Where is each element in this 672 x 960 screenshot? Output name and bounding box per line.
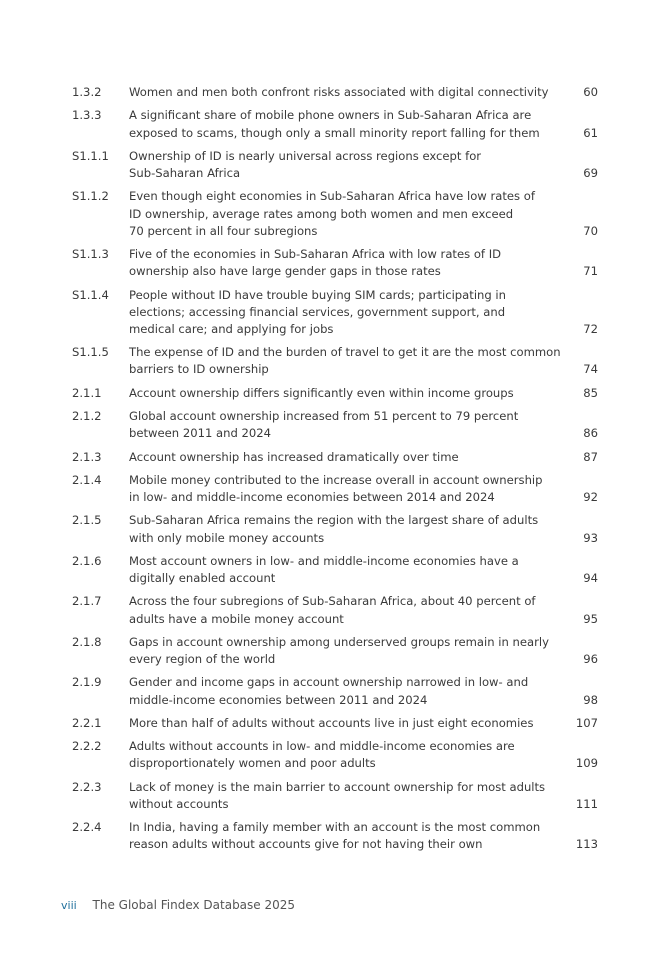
page-number: 98	[583, 692, 598, 707]
figure-title-line: without accounts	[129, 796, 229, 811]
figure-title-line: People without ID have trouble buying SIM cards; participating in	[129, 287, 507, 302]
figure-number: S1.1.2	[72, 189, 109, 204]
toc-entry[interactable]	[72, 408, 598, 442]
figure-title-line: Lack of money is the main barrier to account ownership for most adults	[129, 779, 546, 794]
page-number: 96	[583, 652, 598, 666]
page-number: 109	[575, 756, 598, 771]
figure-title-line: Women and men both confront risks associated with digital connectivity	[129, 85, 549, 99]
page-number: 74	[583, 362, 598, 377]
page-number: 61	[583, 125, 598, 140]
toc-entry[interactable]	[72, 148, 598, 182]
page-number: 86	[583, 426, 598, 441]
figure-title-line: elections; accessing financial services, government support, and	[129, 304, 506, 319]
figure-title-line: Five of the economies in Sub-Saharan Africa with low rates of ID	[129, 247, 502, 261]
figure-title-line: exposed to scams, though only a small minority report falling for them	[129, 125, 540, 140]
figure-title-line: A significant share of mobile phone owners in Sub-Saharan Africa are	[129, 108, 532, 123]
figure-title	[129, 472, 569, 506]
toc-entry[interactable]	[72, 107, 598, 141]
figure-title	[129, 385, 569, 402]
figure-title-line: Gender and income gaps in account ownership narrowed in low- and	[129, 675, 529, 690]
figure-title-line: 70 percent in all four subregions	[129, 223, 318, 238]
figure-title	[129, 779, 569, 813]
figure-title-line: Account ownership differs significantly even within income groups	[129, 385, 514, 400]
page-number: 71	[583, 264, 598, 279]
figure-title	[129, 715, 569, 732]
toc-entry[interactable]	[72, 472, 598, 506]
toc-entry[interactable]	[72, 738, 598, 772]
figure-number: S1.1.5	[72, 345, 109, 360]
figure-number: 2.1.9	[72, 675, 102, 690]
toc-entry[interactable]	[72, 674, 598, 708]
table-of-contents-figures	[72, 84, 598, 860]
toc-entry[interactable]	[72, 344, 598, 378]
figure-title-line: every region of the world	[129, 652, 276, 666]
figure-number: 2.1.2	[72, 409, 102, 423]
figure-title-line: adults have a mobile money account	[129, 611, 344, 626]
figure-number: 2.1.3	[72, 449, 102, 464]
figure-title	[129, 408, 569, 442]
toc-entry[interactable]	[72, 634, 598, 668]
page-number: 70	[583, 223, 598, 238]
toc-entry[interactable]	[72, 779, 598, 813]
figure-number: 1.3.2	[72, 85, 102, 99]
figure-title	[129, 449, 569, 466]
figure-title-line: Most account owners in low- and middle-income economies have a	[129, 553, 519, 568]
figure-title-line: ownership also have large gender gaps in those rates	[129, 264, 441, 279]
figure-title	[129, 738, 569, 772]
toc-entry[interactable]	[72, 553, 598, 587]
figure-title	[129, 84, 569, 101]
toc-entry[interactable]	[72, 385, 598, 402]
page-number: 72	[583, 321, 598, 336]
figure-title-line: with only mobile money accounts	[129, 530, 325, 545]
figure-title	[129, 188, 569, 240]
figure-number: 2.2.1	[72, 715, 102, 730]
figure-title	[129, 674, 569, 708]
figure-number: 2.1.1	[72, 385, 102, 400]
figure-title-line: Across the four subregions of Sub-Saharan Africa, about 40 percent of	[129, 594, 536, 609]
toc-entry[interactable]	[72, 188, 598, 240]
figure-number: 2.1.5	[72, 513, 102, 528]
figure-number: 1.3.3	[72, 108, 102, 123]
page-number: 94	[583, 571, 598, 585]
figure-title	[129, 512, 569, 546]
figure-title	[129, 553, 569, 587]
figure-title	[129, 107, 569, 141]
toc-entry[interactable]	[72, 512, 598, 546]
figure-title-line: In India, having a family member with an account is the most common	[129, 820, 541, 835]
figure-title-line: between 2011 and 2024	[129, 426, 272, 441]
figure-title-line: More than half of adults without accounts live in just eight economies	[129, 715, 534, 730]
figure-title	[129, 819, 569, 853]
figure-title-line: Account ownership has increased dramatically over time	[129, 449, 459, 464]
figure-number: S1.1.4	[72, 287, 109, 302]
figure-title	[129, 593, 569, 627]
toc-entry[interactable]	[72, 449, 598, 466]
figure-title-line: Adults without accounts in low- and middle-income economies are	[129, 739, 515, 754]
toc-entry[interactable]	[72, 84, 598, 101]
page-number: 69	[583, 166, 598, 180]
figure-title-line: Sub-Saharan Africa	[129, 166, 241, 180]
page-number: 60	[583, 85, 598, 99]
figure-number: S1.1.1	[72, 148, 109, 163]
toc-entry[interactable]	[72, 246, 598, 280]
figure-title-line: medical care; and applying for jobs	[129, 321, 334, 336]
figure-title-line: barriers to ID ownership	[129, 362, 269, 377]
toc-entry[interactable]	[72, 287, 598, 339]
figure-title	[129, 634, 569, 668]
figure-number: 2.1.7	[72, 594, 102, 609]
figure-title	[129, 287, 569, 339]
page-number: 113	[575, 837, 598, 852]
figure-title-line: Mobile money contributed to the increase overall in account ownership	[129, 472, 543, 487]
figure-title	[129, 148, 569, 182]
page-number: 87	[583, 449, 598, 464]
page-number: 95	[583, 611, 598, 626]
page-number: 92	[583, 490, 598, 504]
figure-title-line: The expense of ID and the burden of travel to get it are the most common	[129, 345, 561, 360]
figure-number: 2.2.2	[72, 739, 102, 754]
figure-title	[129, 246, 569, 280]
toc-entry[interactable]	[72, 593, 598, 627]
page-number: 107	[575, 715, 598, 730]
page-footer	[61, 897, 295, 914]
publication-title: The Global Findex Database 2025	[92, 898, 296, 912]
toc-entry[interactable]	[72, 819, 598, 853]
figure-number: 2.1.8	[72, 634, 102, 649]
figure-title-line: Sub-Saharan Africa remains the region with the largest share of adults	[129, 513, 539, 528]
page-number: 111	[575, 796, 598, 811]
page-folio: viii	[61, 899, 77, 912]
figure-title-line: Global account ownership increased from 51 percent to 79 percent	[129, 409, 519, 423]
figure-number: 2.2.4	[72, 820, 102, 835]
figure-title-line: Even though eight economies in Sub-Saharan Africa have low rates of	[129, 189, 535, 204]
figure-title-line: Ownership of ID is nearly universal across regions except for	[129, 148, 482, 163]
figure-title-line: Gaps in account ownership among underserved groups remain in nearly	[129, 634, 549, 649]
figure-number: S1.1.3	[72, 247, 109, 261]
figure-title-line: reason adults without accounts give for not having their own	[129, 837, 483, 852]
figure-title-line: ID ownership, average rates among both women and men exceed	[129, 206, 514, 221]
figure-title-line: in low- and middle-income economies between 2014 and 2024	[129, 490, 495, 504]
figure-number: 2.1.4	[72, 472, 102, 487]
toc-entry[interactable]	[72, 715, 598, 732]
page-number: 85	[583, 385, 598, 400]
figure-title	[129, 344, 569, 378]
figure-title-line: middle-income economies between 2011 and 2024	[129, 692, 428, 707]
page-number: 93	[583, 530, 598, 545]
figure-number: 2.2.3	[72, 779, 102, 794]
figure-title-line: digitally enabled account	[129, 571, 276, 585]
figure-title-line: disproportionately women and poor adults	[129, 756, 376, 771]
figure-number: 2.1.6	[72, 553, 102, 568]
